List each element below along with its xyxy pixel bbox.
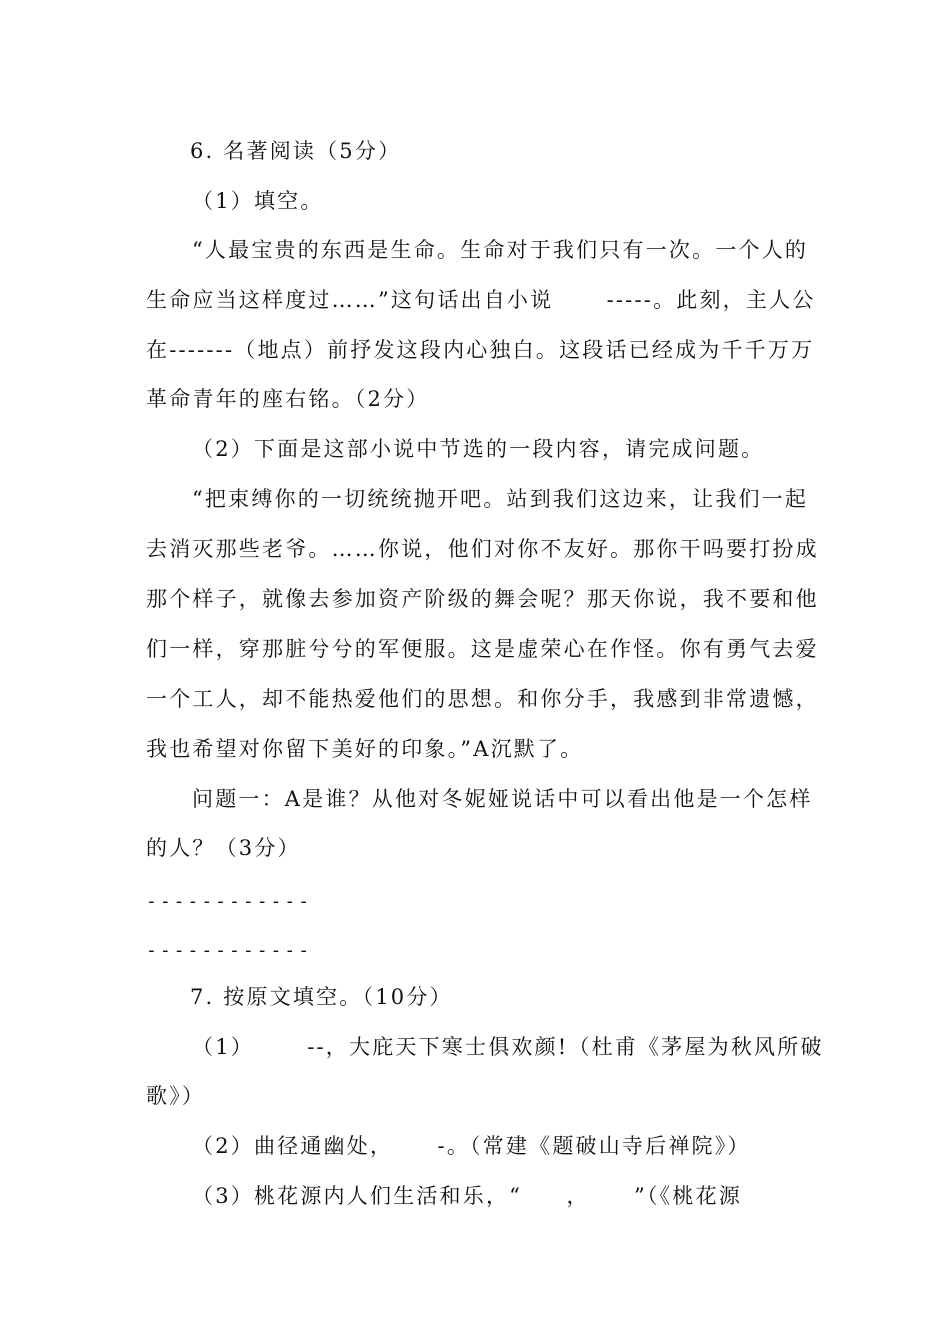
- excerpt-line-1: “把束缚你的一切统统抛开吧。站到我们这边来，让我们一起: [192, 487, 809, 511]
- quote-line-3: 在-------（地点）前抒发这段内心独白。这段话已经成为千千万万: [146, 338, 815, 362]
- answer-blank-line-2: ------------: [146, 940, 313, 961]
- fill-item-3: （3）桃花源内人们生活和乐，“ ， ”（《桃花源: [192, 1184, 742, 1208]
- fill-item-1-line-2: 歌》）: [146, 1084, 206, 1108]
- excerpt-line-3: 那个样子，就像去参加资产阶级的舞会呢？那天你说，我不要和他: [146, 587, 819, 611]
- fill-item-1-line-1: （1） --，大庇天下寒士俱欢颜!（杜甫《茅屋为秋风所破: [192, 1035, 824, 1059]
- question-7-title: 7. 按原文填空。（10分）: [190, 985, 453, 1009]
- question-one-line-1: 问题一：A是谁？从他对冬妮娅说话中可以看出他是一个怎样: [192, 787, 813, 811]
- question-6-part-2-label: （2）下面是这部小说中节选的一段内容，请完成问题。: [192, 437, 765, 461]
- excerpt-line-5: 一个工人，却不能热爱他们的思想。和你分手，我感到非常遗憾，: [146, 687, 819, 711]
- fill-item-2: （2）曲径通幽处， -。（常建《题破山寺后禅院》）: [192, 1134, 751, 1158]
- question-6-title: 6. 名著阅读（5分）: [190, 139, 402, 163]
- question-one-line-2: 的人？（3分）: [146, 836, 301, 860]
- quote-line-4: 革命青年的座右铭。（2分）: [146, 387, 430, 411]
- excerpt-line-4: 们一样，穿那脏兮兮的军便服。这是虚荣心在作怪。你有勇气去爱: [146, 637, 819, 661]
- question-6-part-1-label: （1）填空。: [192, 189, 324, 213]
- excerpt-line-2: 去消灭那些老爷。……你说，他们对你不友好。那你干吗要打扮成: [146, 537, 819, 561]
- quote-line-2: 生命应当这样度过……”这句话出自小说 -----。此刻，主人公: [146, 288, 816, 312]
- answer-blank-line-1: ------------: [146, 891, 313, 912]
- quote-line-1: “人最宝贵的东西是生命。生命对于我们只有一次。一个人的: [192, 238, 809, 262]
- excerpt-line-6: 我也希望对你留下美好的印象。”A沉默了。: [146, 737, 584, 761]
